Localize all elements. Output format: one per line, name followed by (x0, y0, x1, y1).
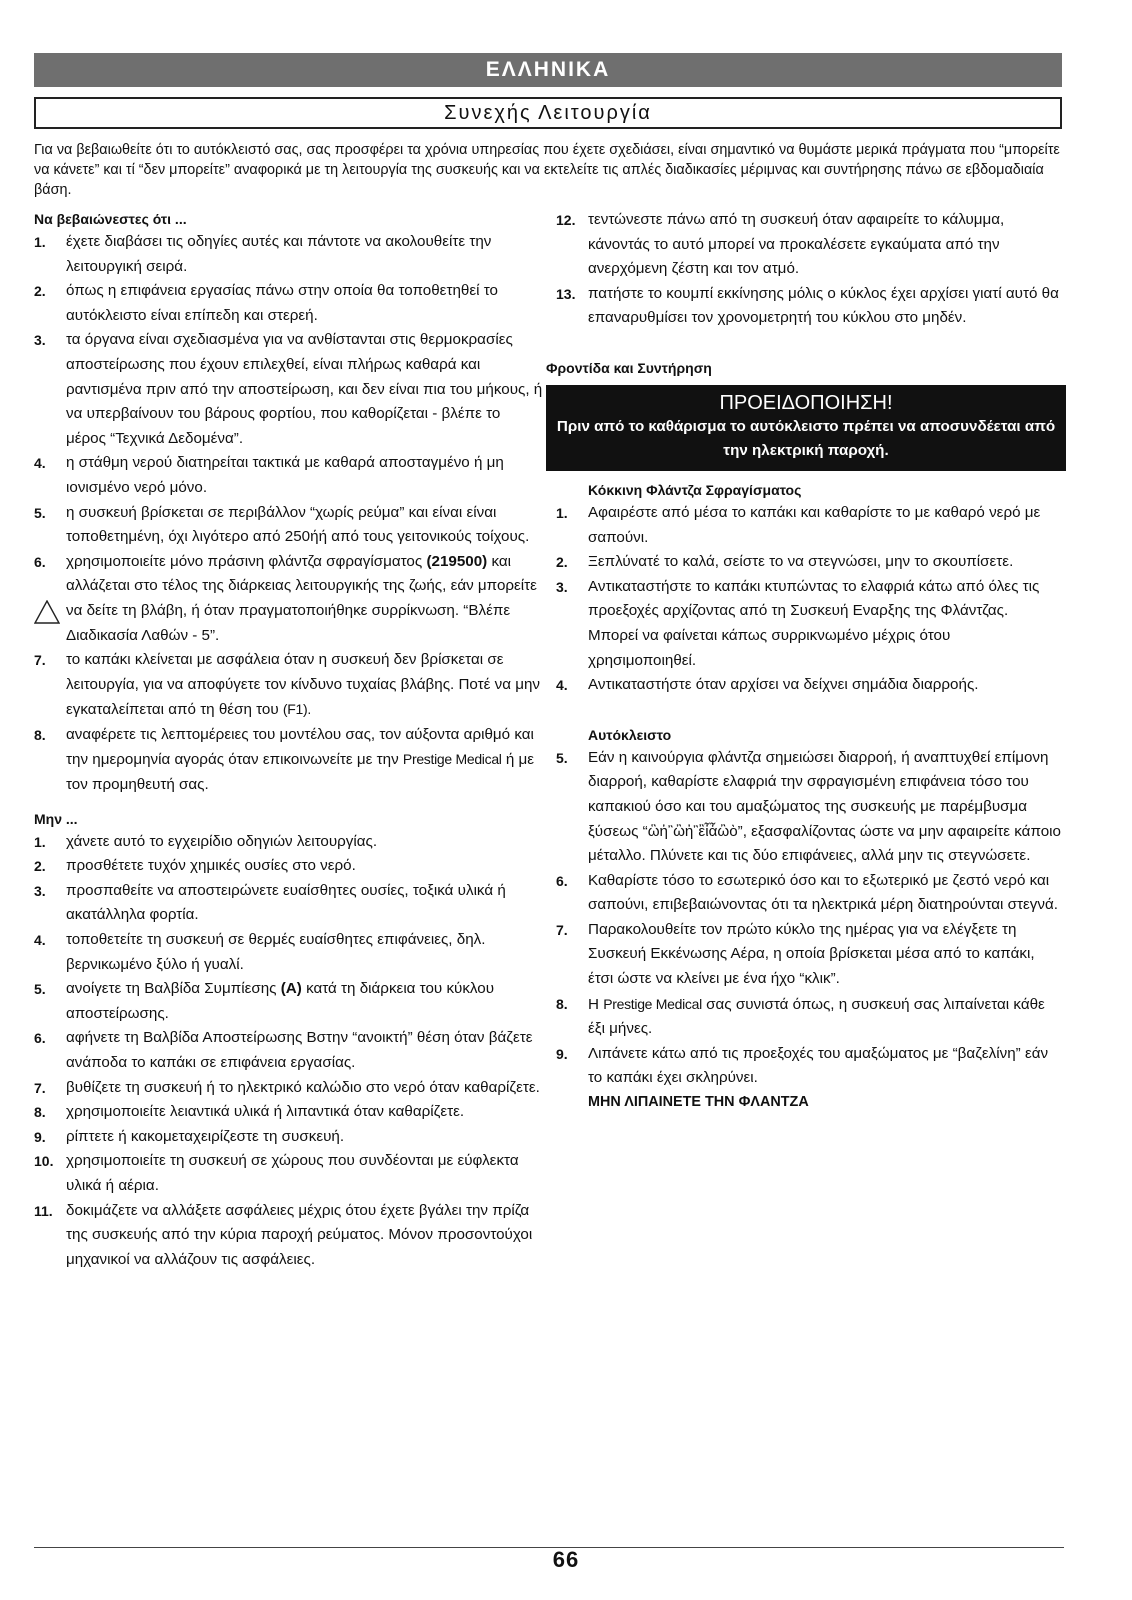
item-number: 10. (34, 1153, 54, 1170)
item-text: Καθαρίστε τόσο το εσωτερικό όσο και το εξωτερικό με ζεστό νερό και σαπούνι, επιβεβαιώνοντας ότι τα ηλεκτρικά μέρη διατηρούνται στεγνά. (588, 871, 1058, 914)
do-list (34, 230, 544, 550)
dont-list (34, 830, 544, 978)
section-title: Συνεχής Λειτουργία (34, 97, 1062, 129)
warning-title: ΠΡΟΕΙΔΟΠΟΙΗΣΗ! (719, 391, 893, 414)
brand-name: Prestige Medical (603, 995, 702, 1012)
dont-item (34, 1125, 544, 1150)
item-number: 9. (34, 1128, 46, 1145)
no-grease-note: ΜΗΝ ΛΙΠΑΙΝΕΤΕ ΤΗΝ ΦΛΑΝΤΖΑ (588, 1094, 809, 1111)
item-number: 5. (34, 981, 46, 998)
language-header: ΕΛΛΗΝΙΚΑ (34, 53, 1062, 87)
item-text: τοποθετείτε τη συσκευή σε θερμές ευαίσθητες επιφάνειες, δηλ. βερνικωμένο ξύλο ή γυαλί. (66, 931, 486, 973)
item-number: 1. (34, 234, 46, 250)
item-text: Ξεπλύνατέ το καλά, σείστε το να στεγνώσει, μην το σκουπίσετε. (588, 553, 1014, 571)
gasket-item (556, 673, 1062, 698)
item-number: 11. (34, 1202, 53, 1219)
item-text: προσπαθείτε να αποστειρώνετε ευαίσθητες ουσίες, τοξικά υλικά ή ακατάλληλα φορτία. (66, 881, 506, 924)
item-number: 9. (556, 1045, 568, 1062)
brand-name: Prestige Medical (402, 751, 502, 768)
autoclave-item (556, 918, 1062, 992)
dont-item (34, 1199, 544, 1273)
item-text-cont: σας συνιστά όπως, η συσκευή σας λιπαίνεται κάθε έξι μήνες. (588, 995, 1045, 1038)
item-text: πατήστε το κουμπί εκκίνησης μόλις ο κύκλος έχει αρχίσει γιατί αυτό θα επαναρυθμίσει τον χρονομετρητή του κύκλου στο μηδέν. (588, 284, 1059, 327)
item-number: 7. (556, 921, 568, 938)
item-text-cont: και αλλάζεται στο τέλος της διάρκειας λειτουργικής της ζωής, εάν μπορείτε να δείτε τη βλάβη, ή όταν πραγματοποιήθηκε συρρίκνωση. “Βλέπε Διαδικασία Λαθών - 5”. (66, 552, 537, 644)
item-text: το καπάκι κλείνεται με ασφάλεια όταν η συσκευή δεν βρίσκεται σε λειτουργία, για να αποφύγετε τον κίνδυνο τυχαίας βλάβης. Ποτέ να μην εγκαταλείπεται από τη θέση του (66, 651, 541, 719)
intro-paragraph: Για να βεβαιωθείτε ότι το αυτόκλειστό σας, σας προσφέρει τα χρόνια υπηρεσίας που έχετε σχεδιάσει, είναι σημαντικό να θυμάστε μερικά πράγματα που “μπορείτε να κάνετε” και τί “δεν μπορείτε” αναφορικά με τη λειτουργία της συσκευής και να εκτελείτε τις απλές διαδικασίες μέριμνας και συντήρησης πάνω σε εβδομαδιαία βάση. (34, 142, 1060, 198)
item-text: Λιπάνετε κάτω από τις προεξοχές του αμαξώματος με “βαζελίνη” εάν το καπάκι έχει σκληρύνει. (588, 1044, 1049, 1087)
item-number: 3. (556, 578, 568, 595)
item-text: Εάν η καινούργια φλάντζα σημειώσει διαρροή, ή αναπτυχθεί επίμονη διαρροή, καθαρίστε ελαφριά την σφραγισμένη επιφάνεια τόσο του καπακιού όσο και του αμαξώματος της συσκευής με παρέμβυσμα ξύσεως “ὣἠ῍ὢἠ῍ἒἶἆὢὸ”, εξασφαλίζοντας ώστε να μην αφαιρείτε κάποιο μέταλλο. Πλύνετε και τις δύο επιφάνειες, αλλά μην τις στεγνώσετε. (588, 748, 1061, 865)
item-text: έχετε διαβάσει τις οδηγίες αυτές και πάντοτε να ακολουθείτε την λειτουργική σειρά. (66, 233, 492, 275)
autoclave-item (556, 869, 1062, 918)
autoclave-heading: Αυτόκλειστο (588, 726, 672, 743)
item-number: 6. (34, 553, 46, 570)
item-text: ρίπτετε ή κακομεταχειρίζεστε τη συσκευή. (66, 1127, 345, 1145)
dont-item (34, 879, 544, 928)
warning-text: Πριν από το καθάρισμα το αυτόκλειστο πρέπει να αποσυνδέεται από την ηλεκτρική παροχή. (556, 417, 1056, 459)
dont-item (34, 830, 544, 855)
do-item (34, 328, 544, 451)
gasket-item (556, 575, 1062, 673)
do-item-8 (34, 723, 544, 798)
dont-item (34, 1076, 544, 1101)
item-number: 12. (556, 212, 576, 228)
item-number: 4. (34, 932, 46, 949)
item-text: βυθίζετε τη συσκευή ή το ηλεκτρικό καλώδιο στο νερό όταν καθαρίζετε. (66, 1078, 540, 1096)
item-text: όπως η επιφάνεια εργασίας πάνω στην οποία θα τοποθετηθεί το αυτόκλειστο είναι επίπεδη και στερεή. (66, 282, 498, 324)
item-text-cont: κατά τη διάρκεια του κύκλου αποστείρωσης. (66, 980, 495, 1022)
do-item-7 (34, 648, 544, 723)
autoclave-item (556, 746, 1062, 869)
autoclave-item-9 (556, 1042, 1062, 1091)
item-number: 1. (34, 833, 46, 850)
dont-item (556, 208, 1062, 282)
item-number: 3. (34, 882, 46, 899)
gasket-heading: Κόκκινη Φλάντζα Σφραγίσματος (588, 481, 802, 498)
item-text: τεντώνεστε πάνω από τη συσκευή όταν αφαιρείτε το κάλυμμα, κάνοντάς το αυτό μπορεί να προκαλέσετε εγκαύματα από την ανερχόμενη ζέστη και τον ατμό. (588, 211, 1005, 278)
item-number: 4. (34, 455, 46, 472)
page-number: 66 (552, 1547, 580, 1572)
item-text: αφήνετε τη Βαλβίδα Αποστείρωσης Βστην “ανοικτή” θέση όταν βάζετε ανάποδα το καπάκι σε επιφάνεια εργασίας. (66, 1029, 533, 1071)
item-number: 6. (34, 1030, 46, 1047)
item-number: 2. (34, 858, 46, 875)
item-number: 8. (34, 726, 46, 743)
dont-item (34, 1149, 544, 1198)
gasket-item (556, 501, 1062, 550)
left-column (34, 208, 544, 1272)
item-text: Αφαιρέστε από μέσα το καπάκι και καθαρίστε το με καθαρό νερό με σαπούνι. (588, 503, 1041, 546)
gasket-list (556, 501, 1062, 698)
item-number: 3. (34, 332, 46, 349)
item-text: Αντικαταστήστε το καπάκι κτυπώντας το ελαφριά κάτω από όλες τις προεξοχές αρχίζοντας από τη Συσκευή Εναρξης της Φλάντζας. Μπορεί να φαίνεται κάπως συρρικνωμένο μέχρις ότου χρησιμοποιηθεί. (588, 577, 1040, 669)
dont-item-5 (34, 977, 544, 1026)
item-text: Αντικαταστήστε όταν αρχίσει να δείχνει σημάδια διαρροής. (588, 676, 979, 694)
part-code: (A) (280, 980, 302, 998)
dont-heading: Μην ... (34, 810, 78, 827)
care-heading: Φροντίδα και Συντήρηση (546, 359, 712, 376)
dont-item (556, 282, 1062, 331)
item-text: χάνετε αυτό το εγχειρίδιο οδηγιών λειτουργίας. (66, 832, 378, 850)
item-text: Παρακολουθείτε τον πρώτο κύκλο της ημέρας για να ελέγξετε τη Συσκευή Εκκένωσης Αέρα, η οποία βρίσκεται μέσα από το καπάκι, έτσι ώστε να κλείνει με ένα ήχο “κλικ”. (588, 920, 1035, 988)
item-text: η συσκευή βρίσκεται σε περιβάλλον “χωρίς ρεύμα” και είναι είναι τοποθετημένη, όχι λιγότερο από 250ήή από τους γειτονικούς τοίχους. (66, 503, 530, 546)
part-code: (F1). (282, 701, 311, 718)
item-number: 7. (34, 652, 46, 669)
do-item (34, 230, 544, 279)
item-text: προσθέτετε τυχόν χημικές ουσίες στο νερό. (66, 857, 356, 875)
item-text: ανοίγετε τη Βαλβίδα Συμπίεσης (66, 980, 277, 998)
part-code: (219500) (426, 552, 488, 570)
item-number: 8. (556, 995, 568, 1012)
item-text: τα όργανα είναι σχεδιασμένα για να ανθίστανται στις θερμοκρασίες αποστείρωσης που έχουν επιλεχθεί, είναι πλήρως καθαρά και ραντισμένα πριν από την αποστείρωση, και δεν είναι πια του μήκους, ή να υπερβαίνουν του βάρους φορτίου, που καθορίζεται - βλέπε το μέρος “Τεχνικά Δεδομένα”. (66, 331, 543, 447)
item-number: 5. (556, 749, 568, 766)
item-number: 1. (556, 504, 568, 521)
item-number: 7. (34, 1079, 46, 1096)
item-text: χρησιμοποιείτε μόνο πράσινη φλάντζα σφραγίσματος (66, 552, 423, 570)
item-text: δοκιμάζετε να αλλάξετε ασφάλειες μέχρις ότου έχετε βγάλει την πρίζα της συσκευής από την κύρια παροχή ρεύματος. Μόνον προσοντούχοι μηχανικοί να αλλάζουν τις ασφάλειες. (66, 1201, 533, 1268)
autoclave-item-8 (556, 992, 1062, 1042)
item-number: 5. (34, 504, 46, 521)
warning-triangle-icon (34, 600, 60, 624)
warning-box (546, 385, 1066, 471)
item-text: αναφέρετε τις λεπτομέρειες του μοντέλου σας, τον αύξοντα αριθμό και την ημερομηνία αγοράς όταν επικοινωνείτε με την (66, 725, 534, 769)
dont-list-cont (34, 1026, 544, 1272)
autoclave-list (556, 746, 1062, 992)
do-item-6 (34, 550, 544, 648)
item-number: 13. (556, 285, 576, 302)
dont-item (34, 1026, 544, 1075)
item-text: χρησιμοποιείτε λειαντικά υλικά ή λιπαντικά όταν καθαρίζετε. (66, 1103, 465, 1121)
item-number: 8. (34, 1104, 46, 1121)
item-number: 6. (556, 872, 568, 889)
dont-item (34, 1100, 544, 1125)
item-text: χρησιμοποιείτε τη συσκευή σε χώρους που συνδέονται με εύφλεκτα υλικά ή αέρια. (66, 1152, 519, 1194)
dont-item (34, 928, 544, 977)
item-number: 4. (556, 677, 568, 694)
item-text: Η (588, 995, 599, 1013)
do-item (34, 279, 544, 328)
do-item (34, 501, 544, 550)
right-column (546, 208, 1062, 1113)
item-text-cont: ή με τον προμηθευτή σας. (66, 751, 535, 794)
dont-list-cont-right (556, 208, 1062, 331)
gasket-item (556, 550, 1062, 575)
dont-item (34, 854, 544, 879)
item-number: 2. (34, 283, 46, 300)
item-number: 2. (556, 554, 568, 571)
item-text: η στάθμη νερού διατηρείται τακτικά με καθαρά αποσταγμένο ή μη ιονισμένο νερό μόνο. (66, 454, 504, 496)
do-heading: Να βεβαιώνεστες ότι ... (34, 211, 187, 227)
do-item (34, 451, 544, 500)
